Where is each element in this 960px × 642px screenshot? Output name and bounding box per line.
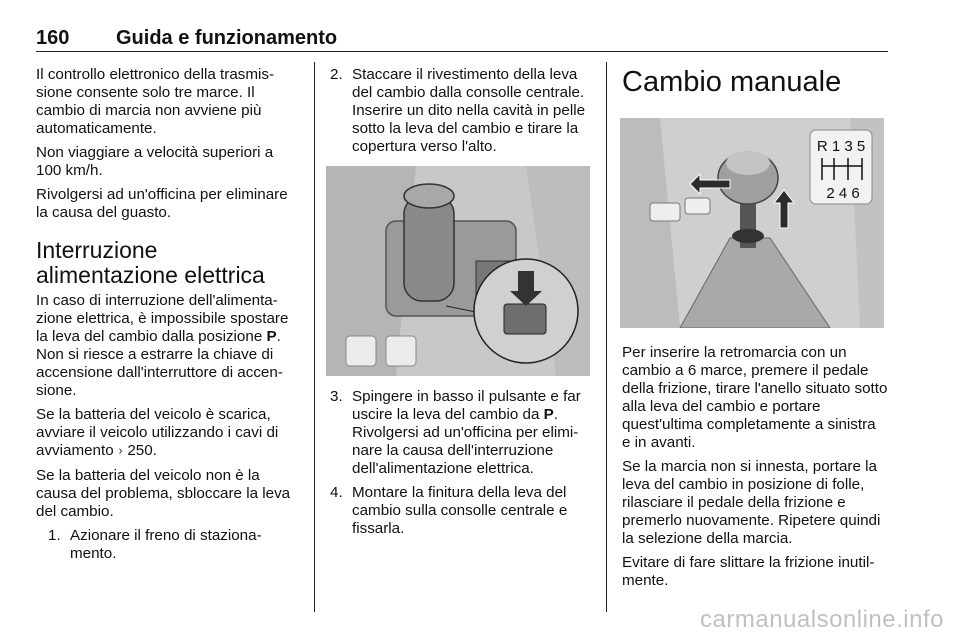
step-text: Azionare il freno di stazionamento. (70, 527, 262, 562)
section-title: Cambio manuale (622, 66, 842, 98)
step-item (48, 527, 302, 563)
step-text: Staccare il rivestimento della leva del cambio dalla consolle centrale. Inserire un dito nella cavità in pelle sotto la leva del cambio e tirare la copertura verso l'alto. (352, 66, 586, 155)
step-number: 1. (48, 527, 61, 544)
paragraph: Non viaggiare a velocità superiori a 100 km/h. (36, 144, 274, 179)
column-middle (330, 66, 594, 544)
gear-pattern-bottom: 2 4 6 (826, 185, 860, 202)
step-text: Spingere in basso il pulsante e far uscire la leva del cambio da P. Rivolgersi ad un'officina per eliminare la causa dell'interruzione dell'alimentazione elettrica. (352, 388, 581, 477)
gear-position: P (543, 406, 554, 423)
page-header (36, 22, 888, 52)
column-right (622, 66, 888, 596)
column-divider (314, 62, 315, 612)
page-ref-arrow-icon[interactable]: › (118, 444, 123, 459)
manual-gearshift-illustration (620, 118, 884, 328)
paragraph: Rivolgersi ad un'officina per eliminare la causa del guasto. (36, 186, 288, 221)
step-number: 4. (330, 484, 343, 501)
paragraph: Il controllo elettronico della trasmissione consente solo tre marce. Il cambio di marcia non avviene più automaticamente. (36, 66, 275, 137)
section-heading: Interruzione alimentazione elettrica (36, 237, 265, 288)
page-reference[interactable]: 250. (123, 442, 157, 459)
header-rule (36, 51, 888, 52)
step-item (330, 388, 594, 478)
column-divider (606, 62, 607, 612)
step-number: 3. (330, 388, 343, 405)
gear-position: P (266, 328, 277, 345)
step-text: Montare la finitura della leva del cambio sulla consolle centrale e fissarla. (352, 484, 568, 537)
gear-pattern-top: R 1 3 5 (816, 138, 866, 155)
paragraph: Se la marcia non si innesta, portare la leva del cambio in posizione di folle, rilasciare il pedale della frizione e premerlo nuovamente. Ripetere quindi la selezione della marcia. (622, 458, 881, 547)
paragraph: In caso di interruzione dell'alimentazione elettrica, è impossibile spostare la leva del cambio dalla posizione P. Non si riesce a estrarre la chiave di accensione dall'interruttore di accensione. (36, 292, 289, 399)
page-number: 160 (36, 27, 70, 49)
paragraph: Se la batteria del veicolo non è la causa del problema, sbloccare la leva del cambio. (36, 467, 291, 520)
paragraph: Evitare di fare slittare la frizione inutilmente. (622, 554, 875, 589)
gear-lever-illustration (326, 166, 590, 376)
chapter-title: Guida e funzionamento (116, 27, 338, 49)
step-number: 2. (330, 66, 343, 83)
paragraph: Per inserire la retromarcia con un cambio a 6 marce, premere il pedale della frizione, tirare l'anello situato sotto alla leva del cambio e portare quest'ultima completamente a sinistra e in avanti. (622, 344, 888, 451)
watermark: carmanualsonline.info (700, 606, 944, 633)
step-item (330, 484, 594, 538)
column-left (36, 66, 302, 569)
step-item (330, 66, 594, 156)
paragraph: Se la batteria del veicolo è scarica, avviare il veicolo utilizzando i cavi di avviamento › 250. (36, 406, 279, 459)
